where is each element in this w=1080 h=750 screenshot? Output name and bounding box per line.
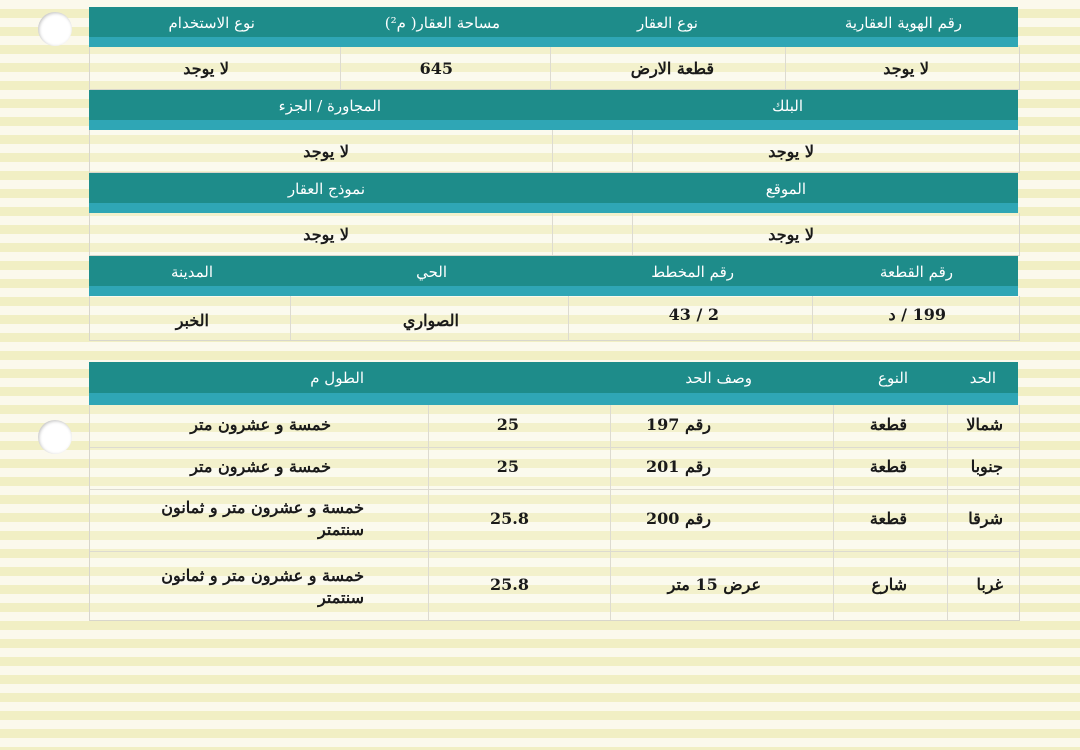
header-plan-number: رقم المخطط — [651, 263, 734, 281]
boundary-description: عرض 15 متر — [667, 575, 761, 594]
boundary-row-north — [90, 405, 1019, 448]
divider — [552, 130, 553, 172]
property-info-row — [89, 47, 1020, 90]
property-info-header — [89, 7, 1018, 47]
boundary-type: قطعة — [869, 509, 907, 528]
value-plot-number: 199 / د — [888, 305, 946, 324]
boundary-length: 25.8 — [490, 575, 529, 594]
value-property-area: 645 — [419, 59, 453, 78]
boundary-description: رقم 201 — [646, 457, 711, 476]
plot-row — [89, 296, 1020, 341]
boundary-side: غربا — [976, 575, 1003, 594]
boundary-side: شمالا — [966, 415, 1003, 434]
divider — [552, 213, 553, 255]
boundary-side: شرقا — [968, 509, 1003, 528]
boundary-row-south — [90, 447, 1019, 490]
header-length: الطول م — [310, 369, 364, 387]
value-district: الصواري — [402, 311, 459, 330]
boundary-type: قطعة — [869, 457, 907, 476]
boundary-length: 25 — [496, 457, 519, 476]
boundary-length-text: خمسة و عشرون متر و ثمانون سنتمتر — [161, 498, 364, 539]
block-row — [89, 130, 1020, 173]
location-header — [89, 173, 1018, 213]
header-neighborhood-part: المجاورة / الجزء — [278, 97, 381, 115]
value-block: لا يوجد — [768, 142, 814, 161]
header-district: الحي — [416, 263, 447, 281]
boundary-row-east — [90, 489, 1019, 552]
divider — [568, 296, 569, 340]
value-neighborhood-part: لا يوجد — [303, 142, 349, 161]
header-location: الموقع — [765, 180, 806, 198]
boundary-length: 25.8 — [490, 509, 529, 528]
value-plan-number: 2 / 43 — [668, 305, 719, 324]
boundary-side: جنوبا — [970, 457, 1003, 476]
plot-header — [89, 256, 1018, 296]
header-block: البلك — [772, 97, 803, 115]
header-city: المدينة — [170, 263, 213, 281]
value-usage-type: لا يوجد — [183, 59, 229, 78]
boundary-length-text: خمسة و عشرون متر — [190, 457, 331, 476]
header-property-id: رقم الهوية العقارية — [844, 14, 962, 32]
header-plot-number: رقم القطعة — [879, 263, 953, 281]
location-row — [89, 213, 1020, 256]
divider — [340, 47, 341, 89]
value-property-id: لا يوجد — [883, 59, 929, 78]
header-boundary-description: وصف الحد — [685, 369, 752, 387]
boundary-length-text: خمسة و عشرون متر — [190, 415, 331, 434]
boundary-description: رقم 197 — [646, 415, 711, 434]
boundary-length-text: خمسة و عشرون متر و ثمانون سنتمتر — [161, 566, 364, 607]
boundaries-body — [89, 405, 1020, 621]
boundary-type: شارع — [871, 575, 907, 594]
value-property-type: قطعة الارض — [630, 59, 714, 78]
value-city: الخبر — [175, 311, 209, 330]
punch-hole-middle — [38, 420, 72, 454]
header-type: النوع — [878, 369, 908, 387]
divider — [632, 130, 633, 172]
boundary-row-west — [90, 551, 1019, 620]
boundaries-header — [89, 362, 1018, 405]
divider — [290, 296, 291, 340]
header-usage-type: نوع الاستخدام — [168, 14, 255, 32]
boundary-description: رقم 200 — [646, 509, 711, 528]
header-property-model: نموذج العقار — [287, 180, 365, 198]
divider — [785, 47, 786, 89]
boundary-length: 25 — [496, 415, 519, 434]
punch-hole-top — [38, 12, 72, 46]
value-property-model: لا يوجد — [303, 225, 349, 244]
header-property-type: نوع العقار — [636, 14, 698, 32]
divider — [632, 213, 633, 255]
header-boundary: الحد — [969, 369, 996, 387]
block-header — [89, 90, 1018, 130]
divider — [812, 296, 813, 340]
boundary-type: قطعة — [869, 415, 907, 434]
divider — [550, 47, 551, 89]
value-location: لا يوجد — [768, 225, 814, 244]
header-property-area: مساحة العقار( م²) — [384, 14, 500, 32]
